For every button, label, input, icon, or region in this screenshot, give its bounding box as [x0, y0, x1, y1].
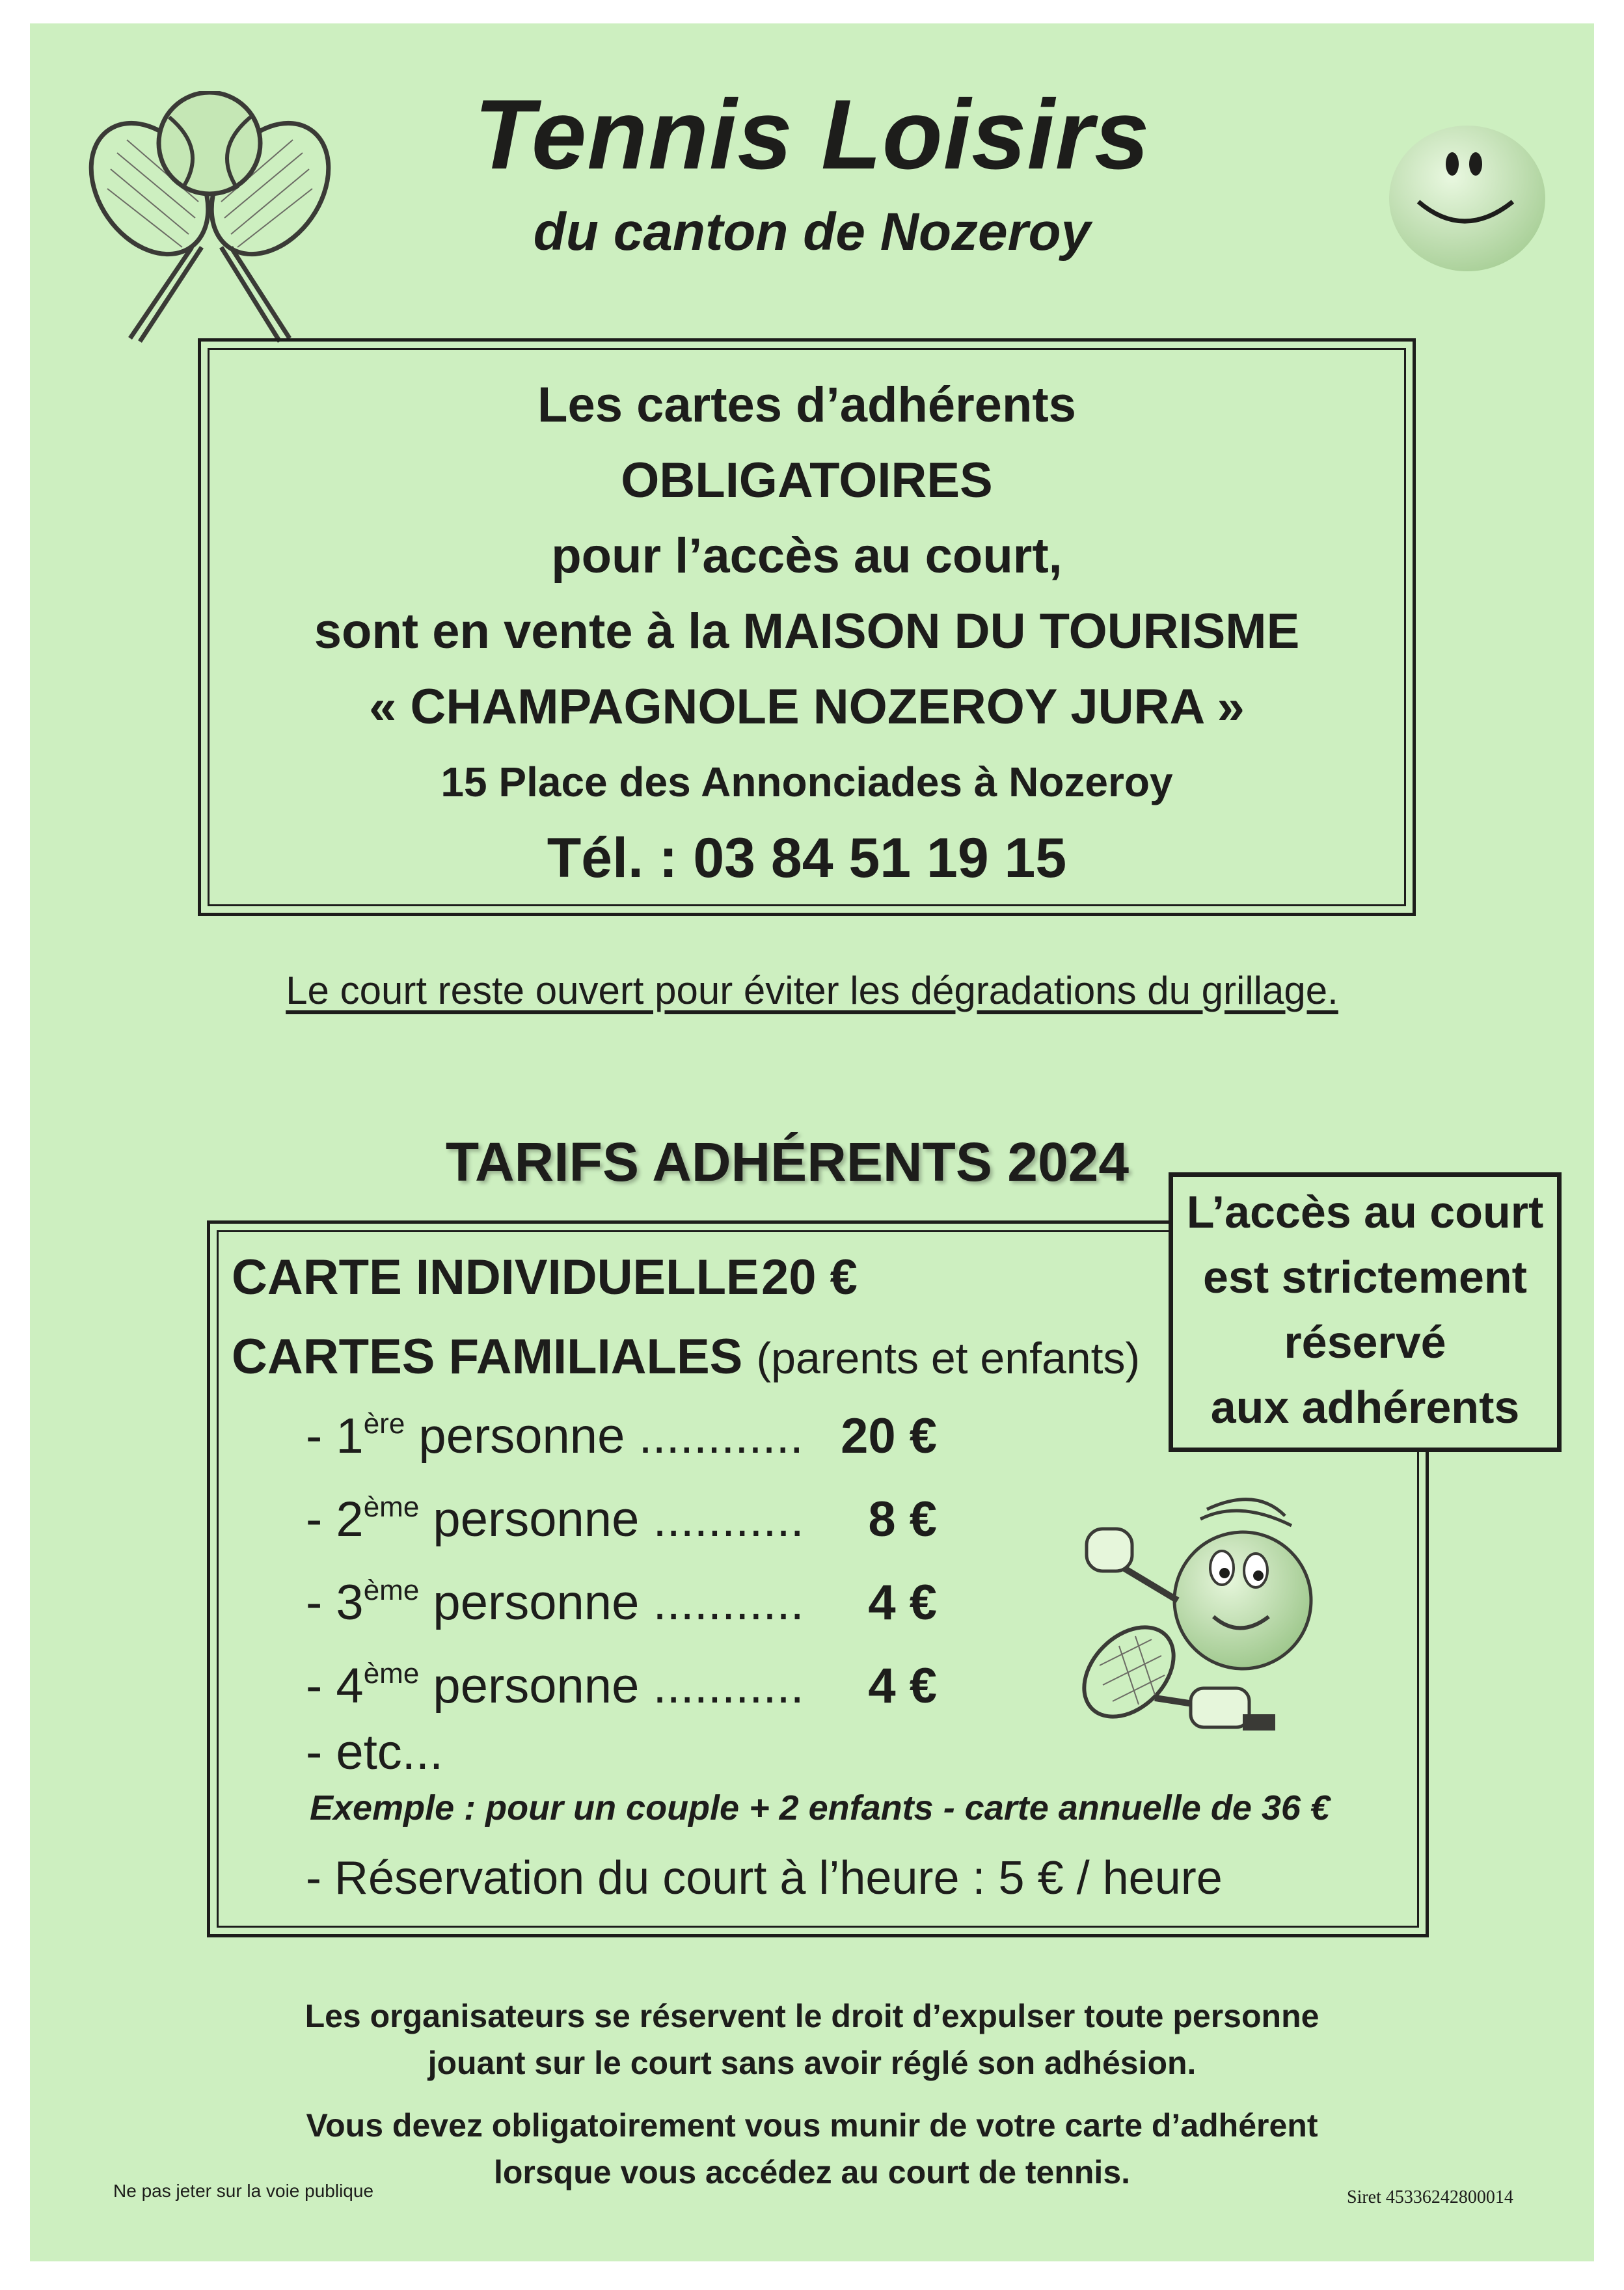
court-note: Le court reste ouvert pour éviter les dégradations du grillage.: [286, 969, 1338, 1012]
family-cards-row: [232, 1328, 1140, 1385]
person-price-2: 8 €: [868, 1492, 937, 1547]
page-subtitle: du canton de Nozeroy: [533, 202, 1091, 262]
family-cards-label: CARTES FAMILIALES: [232, 1329, 743, 1384]
access-line-1: L’accès au court: [1186, 1187, 1544, 1237]
tennis-ball-mascot-icon: [1067, 1490, 1353, 1750]
litter-note: Ne pas jeter sur la voie publique: [113, 2181, 374, 2201]
person-price-4: 4 €: [868, 1658, 937, 1714]
tarifs-heading: TARIFS ADHÉRENTS 2024: [445, 1131, 1130, 1192]
individual-card-price: 20 €: [761, 1250, 858, 1305]
info-line-5: « CHAMPAGNOLE NOZEROY JURA »: [369, 679, 1245, 734]
access-line-4: aux adhérents: [1210, 1382, 1520, 1433]
footer-line-3: Vous devez obligatoirement vous munir de votre carte d’adhérent: [306, 2107, 1318, 2144]
person-row-3: - 3ème personne ...........: [306, 1574, 804, 1630]
info-line-2: OBLIGATOIRES: [621, 453, 993, 508]
access-reserved-box: [1169, 1172, 1562, 1452]
siret-number: Siret 45336242800014: [1347, 2187, 1513, 2207]
footer-line-2: jouant sur le court sans avoir réglé son adhésion.: [427, 2045, 1197, 2081]
person-price-1: 20 €: [841, 1408, 937, 1464]
reservation-line: - Réservation du court à l’heure : 5 € / heure: [306, 1852, 1223, 1904]
access-line-2: est strictement: [1203, 1252, 1527, 1302]
phone-line: Tél. : 03 84 51 19 15: [547, 827, 1067, 889]
footer-line-4: lorsque vous accédez au court de tennis.: [493, 2154, 1131, 2190]
person-row-4: - 4ème personne ...........: [306, 1658, 804, 1714]
info-line-4: sont en vente à la MAISON DU TOURISME: [314, 604, 1300, 659]
person-price-3: 4 €: [868, 1575, 937, 1630]
info-line-1: Les cartes d’adhérents: [537, 377, 1076, 433]
person-row-1: - 1ère personne ............: [306, 1408, 804, 1464]
individual-card-label: CARTE INDIVIDUELLE: [232, 1250, 759, 1305]
address-line: 15 Place des Annonciades à Nozeroy: [440, 759, 1173, 805]
footer-line-1: Les organisateurs se réservent le droit d’expulser toute personne: [304, 1998, 1320, 2034]
info-line-3: pour l’accès au court,: [551, 528, 1062, 584]
person-row-2: - 2ème personne ...........: [306, 1491, 804, 1547]
family-cards-note: (parents et enfants): [756, 1334, 1141, 1383]
membership-info-box: [198, 338, 1416, 916]
etc-line: - etc...: [306, 1725, 444, 1780]
example-line: Exemple : pour un couple + 2 enfants - carte annuelle de 36 €: [310, 1788, 1330, 1827]
access-line-3: réservé: [1284, 1317, 1446, 1367]
page-title: Tennis Loisirs: [474, 79, 1150, 190]
